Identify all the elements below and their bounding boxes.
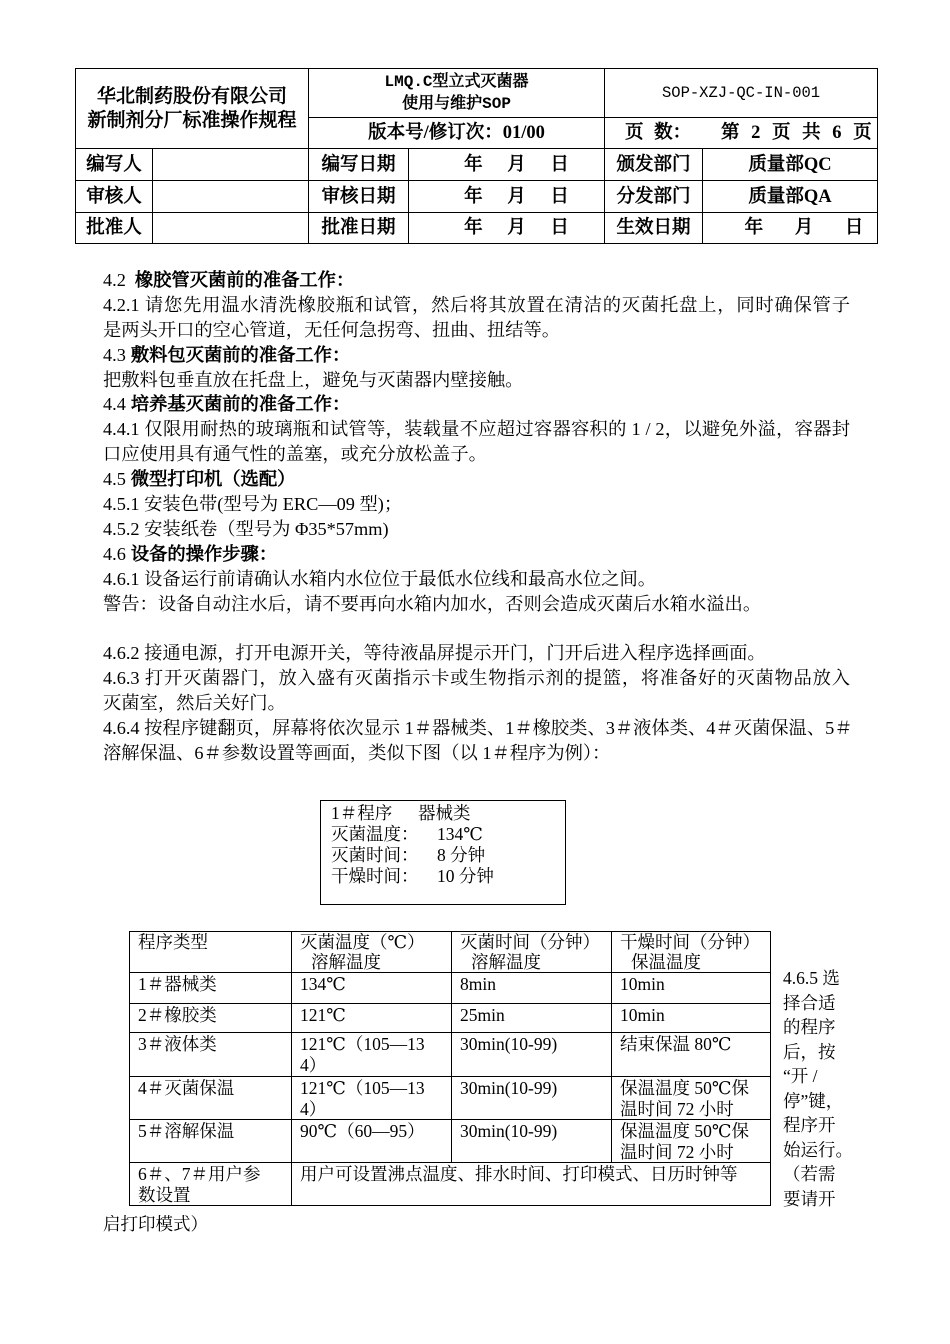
screen-label: 灭菌时间： bbox=[331, 845, 419, 865]
temperature-cell: 90℃（60—95） bbox=[292, 1120, 452, 1163]
dry-keep-cell: 结束保温 80℃ bbox=[612, 1033, 771, 1077]
time-cell: 8min bbox=[452, 973, 612, 1004]
step-4-6-5-continuation: 启打印模式） bbox=[103, 1214, 208, 1234]
effective-date-value: 年 月 日 bbox=[703, 213, 878, 244]
section-number: 4.2 bbox=[103, 270, 126, 290]
temperature-cell: 134℃ bbox=[292, 973, 452, 1004]
header-row-reviewer bbox=[76, 181, 878, 213]
department-procedure-title: 新制剂分厂标准操作规程 bbox=[87, 109, 297, 131]
date-value: 年 月 日 bbox=[409, 149, 605, 181]
time-cell: 30min(10-99) bbox=[452, 1120, 612, 1163]
user-settings-description: 用户可设置沸点温度、排水时间、打印模式、日历时钟等 bbox=[292, 1163, 771, 1206]
column-header bbox=[292, 932, 452, 973]
note-line: “开 / bbox=[783, 1066, 818, 1086]
screen-label: 干燥时间： bbox=[331, 866, 419, 886]
date-value: 年 月 日 bbox=[409, 181, 605, 213]
table-row-user-settings bbox=[130, 1163, 771, 1206]
screen-label: 1＃程序 bbox=[331, 803, 393, 823]
paragraph-line: 是两头开口的空心管道，无任何急拐弯、扭曲、扭结等。 bbox=[103, 319, 561, 340]
document-code: SOP-XZJ-QC-IN-001 bbox=[605, 69, 878, 118]
dry-keep-cell: 10min bbox=[612, 973, 771, 1004]
paragraph-line: 口应使用具有通气性的盖塞，或充分放松盖子。 bbox=[103, 444, 487, 465]
paragraph-line: 溶解保温、6＃参数设置等画面，类似下图（以 1＃程序为例）： bbox=[103, 742, 611, 763]
note-line: 程序开 bbox=[783, 1115, 836, 1135]
dry-keep-cell: 10min bbox=[612, 1004, 771, 1033]
header-title-row bbox=[76, 69, 878, 118]
blank-line bbox=[103, 616, 850, 641]
date-label: 审核日期 bbox=[309, 181, 409, 213]
paragraph-line: 4.4.1 仅限用耐热的玻璃瓶和试管等，装载量不应超过容器容积的 1 / 2，以避免外溢，容器封 bbox=[103, 419, 850, 440]
table-header-row bbox=[130, 932, 771, 973]
note-line: 要请开 bbox=[783, 1188, 836, 1209]
note-line: 后，按 bbox=[783, 1041, 836, 1062]
role-label: 编写人 bbox=[76, 149, 153, 181]
section-heading bbox=[103, 268, 850, 293]
table-row bbox=[130, 1004, 771, 1033]
time-cell: 25min bbox=[452, 1004, 612, 1033]
paragraph-line: 4.2.1 请您先用温水清洗橡胶瓶和试管，然后将其放置在清洁的灭菌托盘上，同时确保管子 bbox=[103, 294, 850, 315]
screen-label: 灭菌温度： bbox=[331, 824, 419, 844]
dept-label: 生效日期 bbox=[605, 213, 703, 244]
program-type-cell: 5＃溶解保温 bbox=[130, 1120, 292, 1163]
paragraph-line: 4.6.2 接通电源，打开电源开关，等待液晶屏提示开门，门开后进入程序选择画面。 bbox=[103, 643, 766, 664]
date-label: 编写日期 bbox=[309, 149, 409, 181]
document-body bbox=[103, 268, 853, 766]
temperature-cell: 121℃ bbox=[292, 1004, 452, 1033]
program-type-cell: 6＃、7＃用户参数设置 bbox=[130, 1163, 292, 1206]
program-type-cell: 4＃灭菌保温 bbox=[130, 1077, 292, 1120]
section-number: 4.3 bbox=[103, 344, 126, 365]
screen-row-dry-time bbox=[331, 866, 565, 887]
program-type-cell: 3＃液体类 bbox=[130, 1033, 292, 1077]
note-line: （若需 bbox=[783, 1164, 836, 1184]
screen-row-sterilize-time bbox=[331, 845, 565, 866]
equipment-title: LMQ.C型立式灭菌器 bbox=[384, 73, 529, 91]
header-row-approver bbox=[76, 213, 878, 244]
step-4-6-5-note bbox=[783, 966, 853, 1211]
table-row bbox=[130, 1077, 771, 1120]
date-label: 批准日期 bbox=[309, 213, 409, 244]
time-cell: 30min(10-99) bbox=[452, 1077, 612, 1120]
document-header-table bbox=[75, 68, 878, 244]
page-count-label: 页 数： bbox=[625, 123, 692, 143]
temperature-cell: 121℃（105—134） bbox=[292, 1077, 452, 1120]
page-count-value: 第 2 页 共 6 页 bbox=[721, 123, 872, 143]
section-title: 设备的操作步骤： bbox=[130, 543, 278, 564]
page-count-cell bbox=[605, 118, 878, 149]
screen-row-program bbox=[331, 803, 565, 824]
program-type-cell: 2＃橡胶类 bbox=[130, 1004, 292, 1033]
table-row bbox=[130, 1033, 771, 1077]
program-type-cell: 1＃器械类 bbox=[130, 973, 292, 1004]
role-label: 审核人 bbox=[76, 181, 153, 213]
column-header bbox=[452, 932, 612, 973]
screen-value: 器械类 bbox=[418, 803, 471, 823]
column-header-line: 干燥时间（分钟） bbox=[620, 932, 760, 952]
company-cell bbox=[76, 69, 309, 149]
warning-line: 警告：设备自动注水后，请不要再向水箱内加水，否则会造成灭菌后水箱水溢出。 bbox=[103, 593, 762, 614]
section-heading bbox=[103, 343, 850, 368]
column-header-line: 灭菌温度（℃） bbox=[300, 932, 425, 952]
paragraph-line: 灭菌室，然后关好门。 bbox=[103, 693, 286, 714]
column-header-line: 灭菌时间（分钟） bbox=[460, 932, 600, 952]
signature-cell bbox=[153, 213, 309, 244]
temperature-cell: 121℃（105—134） bbox=[292, 1033, 452, 1077]
header-row-author bbox=[76, 149, 878, 181]
paragraph-line: 4.6.1 设备运行前请确认水箱内水位位于最低水位线和最高水位之间。 bbox=[103, 568, 657, 589]
version-cell: 版本号/修订次：01/00 bbox=[309, 118, 605, 149]
note-line: 4.6.5 选 bbox=[783, 968, 840, 988]
screen-value: 134℃ bbox=[437, 824, 483, 844]
sop-title-cell bbox=[309, 69, 605, 118]
signature-cell bbox=[153, 149, 309, 181]
role-label: 批准人 bbox=[76, 213, 153, 244]
paragraph-line: 把敷料包垂直放在托盘上，避免与灭菌器内壁接触。 bbox=[103, 369, 524, 390]
column-header bbox=[612, 932, 771, 973]
paragraph-line: 4.6.3 打开灭菌器门，放入盛有灭菌指示卡或生物指示剂的提篮，将准备好的灭菌物品放入 bbox=[103, 668, 850, 689]
dept-label: 颁发部门 bbox=[605, 149, 703, 181]
section-heading bbox=[103, 467, 850, 492]
section-number: 4.4 bbox=[103, 394, 126, 415]
screen-value: 8 分钟 bbox=[437, 845, 486, 865]
column-header-subline: 溶解温度 bbox=[311, 951, 381, 972]
note-line: 的程序 bbox=[783, 1017, 836, 1037]
dry-keep-cell: 保温温度 50℃保温时间 72 小时 bbox=[612, 1120, 771, 1163]
section-title: 敷料包灭菌前的准备工作： bbox=[130, 344, 351, 365]
date-value: 年 月 日 bbox=[409, 213, 605, 244]
dept-label: 分发部门 bbox=[605, 181, 703, 213]
column-header-subline: 溶解温度 bbox=[471, 951, 541, 972]
paragraph-line: 4.5.1 安装色带(型号为 ERC—09 型)； bbox=[103, 494, 403, 515]
paragraph-line: 4.5.2 安装纸卷（型号为 Φ35*57mm) bbox=[103, 518, 389, 539]
section-title: 橡胶管灭菌前的准备工作： bbox=[134, 270, 355, 290]
time-cell: 30min(10-99) bbox=[452, 1033, 612, 1077]
note-line: 择合适 bbox=[783, 992, 836, 1013]
note-line: 始运行。 bbox=[783, 1139, 853, 1160]
sop-subtitle: 使用与维护SOP bbox=[402, 95, 511, 113]
column-header-line: 程序类型 bbox=[138, 932, 208, 952]
paragraph-line: 4.6.4 按程序键翻页，屏幕将依次显示 1＃器械类、1＃橡胶类、3＃液体类、4＃灭菌保温、5＃ bbox=[103, 718, 853, 739]
section-number: 4.6 bbox=[103, 543, 126, 564]
program-parameter-table bbox=[129, 931, 771, 1206]
table-row bbox=[130, 1120, 771, 1163]
signature-cell bbox=[153, 181, 309, 213]
dept-value: 质量部QA bbox=[703, 181, 878, 213]
column-header bbox=[130, 932, 292, 973]
section-title: 培养基灭菌前的准备工作： bbox=[130, 394, 351, 415]
section-heading bbox=[103, 542, 850, 567]
note-line: 停”键， bbox=[783, 1090, 844, 1111]
screen-row-sterilize-temp bbox=[331, 824, 565, 845]
column-header-subline: 保温温度 bbox=[631, 951, 701, 972]
section-title: 微型打印机（选配） bbox=[130, 469, 296, 490]
section-number: 4.5 bbox=[103, 469, 126, 490]
screen-value: 10 分钟 bbox=[437, 866, 494, 886]
section-heading bbox=[103, 392, 850, 417]
table-row bbox=[130, 973, 771, 1004]
company-name: 华北制药股份有限公司 bbox=[97, 85, 288, 107]
lcd-screen-example bbox=[320, 800, 566, 905]
dept-value: 质量部QC bbox=[703, 149, 878, 181]
dry-keep-cell: 保温温度 50℃保温时间 72 小时 bbox=[612, 1077, 771, 1120]
